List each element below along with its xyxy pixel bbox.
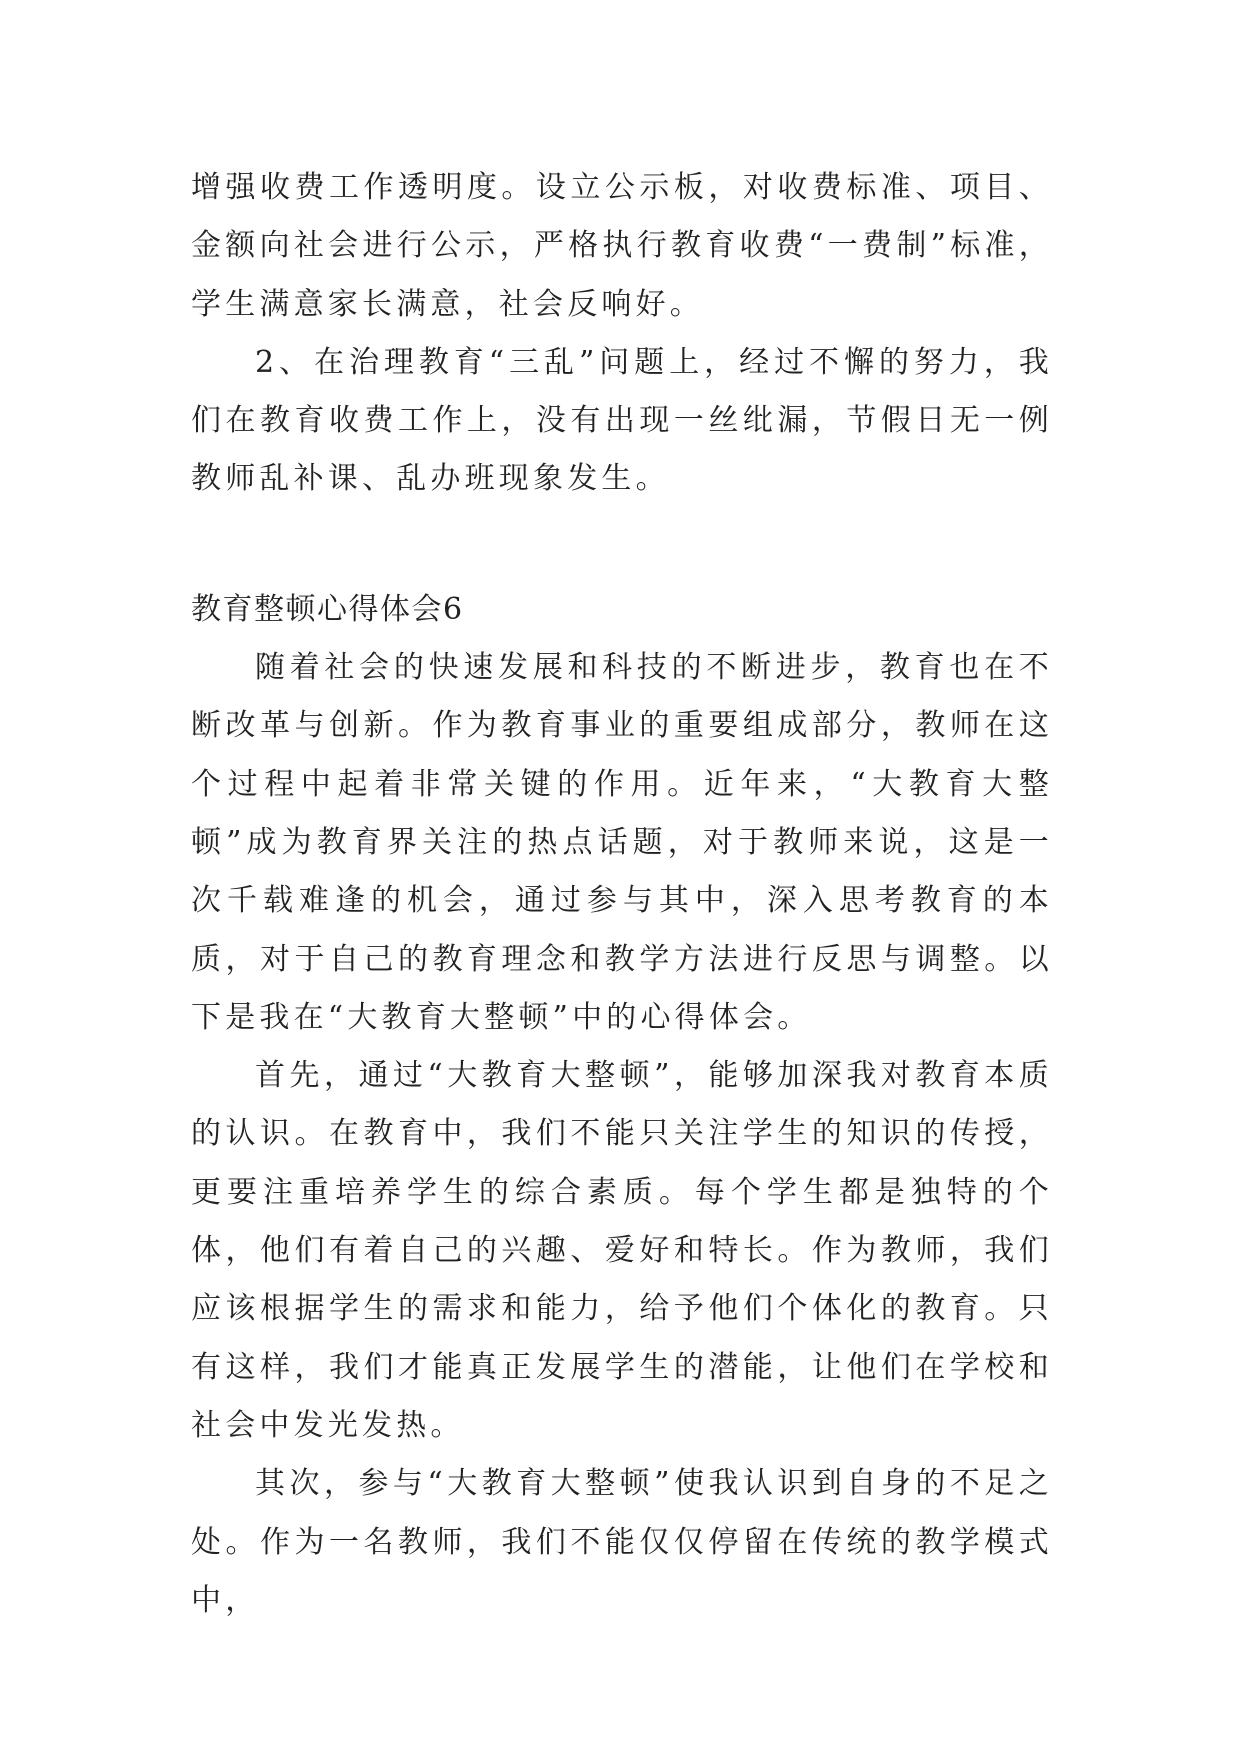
paragraph-three-chaos: 2、在治理教育“三乱”问题上，经过不懈的努力，我们在教育收费工作上，没有出现一丝纰漏，节假日无一例教师乱补课、乱办班现象发生。 (191, 344, 1053, 497)
paragraph-second: 其次，参与“大教育大整顿”使我认识到自身的不足之处。作为一名教师，我们不能仅仅停留在传统的教学模式中， (191, 1466, 1053, 1618)
section-heading: 教育整顿心得体会6 (191, 591, 464, 627)
document-body (191, 159, 1053, 1630)
paragraph-fee-transparency: 增强收费工作透明度。设立公示板，对收费标准、项目、金额向社会进行公示，严格执行教育收费“一费制”标准，学生满意家长满意，社会反响好。 (191, 170, 1053, 322)
section-spacer (191, 509, 1053, 581)
paragraph-first: 首先，通过“大教育大整顿”，能够加深我对教育本质的认识。在教育中，我们不能只关注学生的知识的传授，更要注重培养学生的综合素质。每个学生都是独特的个体，他们有着自己的兴趣、爱好和特长。作为教师，我们应该根据学生的需求和能力，给予他们个体化的教育。只有这样，我们才能真正发展学生的潜能，让他们在学校和社会中发光发热。 (191, 1058, 1053, 1443)
paragraph-intro: 随着社会的快速发展和科技的不断进步，教育也在不断改革与创新。作为教育事业的重要组成部分，教师在这个过程中起着非常关键的作用。近年来，“大教育大整顿”成为教育界关注的热点话题，对于教师来说，这是一次千载难逢的机会，通过参与其中，深入思考教育的本质，对于自己的教育理念和教学方法进行反思与调整。以下是我在“大教育大整顿”中的心得体会。 (191, 650, 1053, 1035)
